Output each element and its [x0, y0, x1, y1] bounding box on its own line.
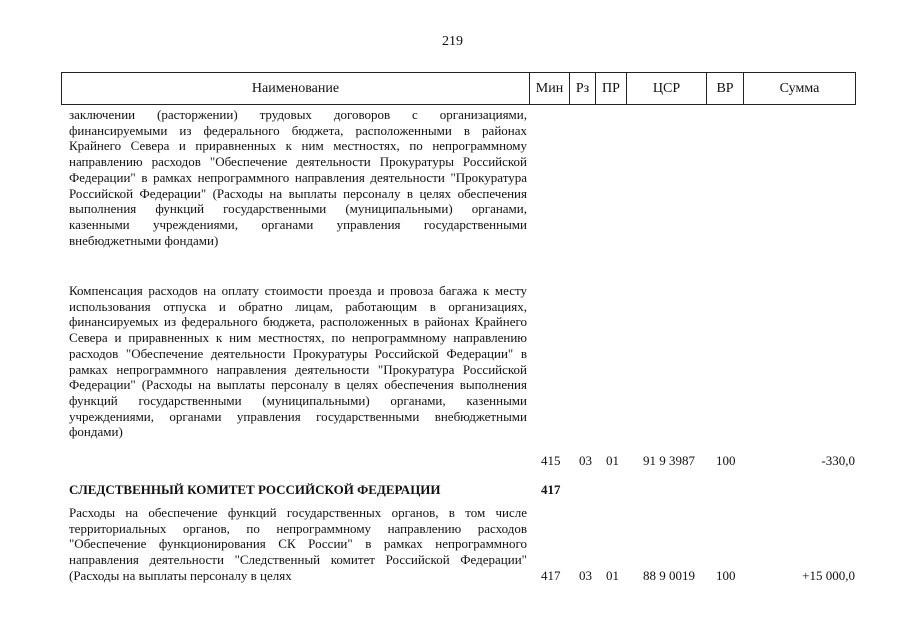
- table-header: [61, 72, 856, 105]
- row-rz: 03: [579, 568, 592, 583]
- row-name: заключении (расторжении) трудовых договоров с организациями, финансируемыми из федерального бюджета, расположенными в районах Крайнего Севера и приравненных к ним местностях, по непрограммному направлению расходов "Обеспечение деятельности Прокуратуры Российской Федерации" в рамках непрограммного направления деятельности "Прокуратура Российской Федерации" (Расходы на выплаты персоналу в целях обеспечения выполнения функций государственными (муниципальными) органами, казенными учреждениями, органами управления государственными внебюджетными фондами): [69, 107, 527, 248]
- row-name: СЛЕДСТВЕННЫЙ КОМИТЕТ РОССИЙСКОЙ ФЕДЕРАЦИИ: [69, 482, 441, 497]
- header-sum: Сумма: [743, 73, 855, 104]
- table-row: [69, 283, 859, 473]
- row-pr: 01: [606, 453, 619, 468]
- row-vr: 100: [716, 453, 736, 468]
- row-min: 417: [541, 568, 561, 583]
- row-sum: +15 000,0: [802, 568, 855, 583]
- header-name: Наименование: [251, 80, 340, 96]
- header-vr: ВР: [706, 73, 743, 104]
- row-sum: -330,0: [821, 453, 855, 468]
- row-pr: 01: [606, 568, 619, 583]
- row-vr: 100: [716, 568, 736, 583]
- row-csr: 88 9 0019: [643, 568, 695, 583]
- header-csr: ЦСР: [626, 73, 706, 104]
- table-row: [69, 107, 859, 277]
- row-rz: 03: [579, 453, 592, 468]
- page-number: 219: [442, 34, 463, 49]
- header-min: Мин: [529, 73, 569, 104]
- row-min: 415: [541, 453, 561, 468]
- row-name: Компенсация расходов на оплату стоимости проезда и провоза багажа к месту использования отпуска и обратно лицам, работающим в организациях, финансируемых из федерального бюджета, расположенных в районах Крайнего Севера и приравненных к ним местностях, по непрограммному направлению расходов "Обеспечение деятельности Прокуратуры Российской Федерации" в рамках непрограммного направления деятельности "Прокуратура Российской Федерации" (Расходы на выплаты персоналу в целях обеспечения выполнения функций государственными (муниципальными) органами, казенными учреждениями, органами управления государственными внебюджетными фондами): [69, 283, 527, 440]
- header-rz: Рз: [569, 73, 595, 104]
- row-min: 417: [541, 482, 561, 497]
- table-row: [69, 482, 859, 502]
- row-name: Расходы на обеспечение функций государственных органов, в том числе территориальных органов, по непрограммному направлению расходов "Обеспечение функционирования СК России" в рамках непрограммного направления деятельности "Следственный комитет Российской Федерации" (Расходы на выплаты персоналу в целях: [69, 505, 527, 583]
- table-row: [69, 505, 859, 600]
- row-csr: 91 9 3987: [643, 453, 695, 468]
- header-pr: ПР: [595, 73, 626, 104]
